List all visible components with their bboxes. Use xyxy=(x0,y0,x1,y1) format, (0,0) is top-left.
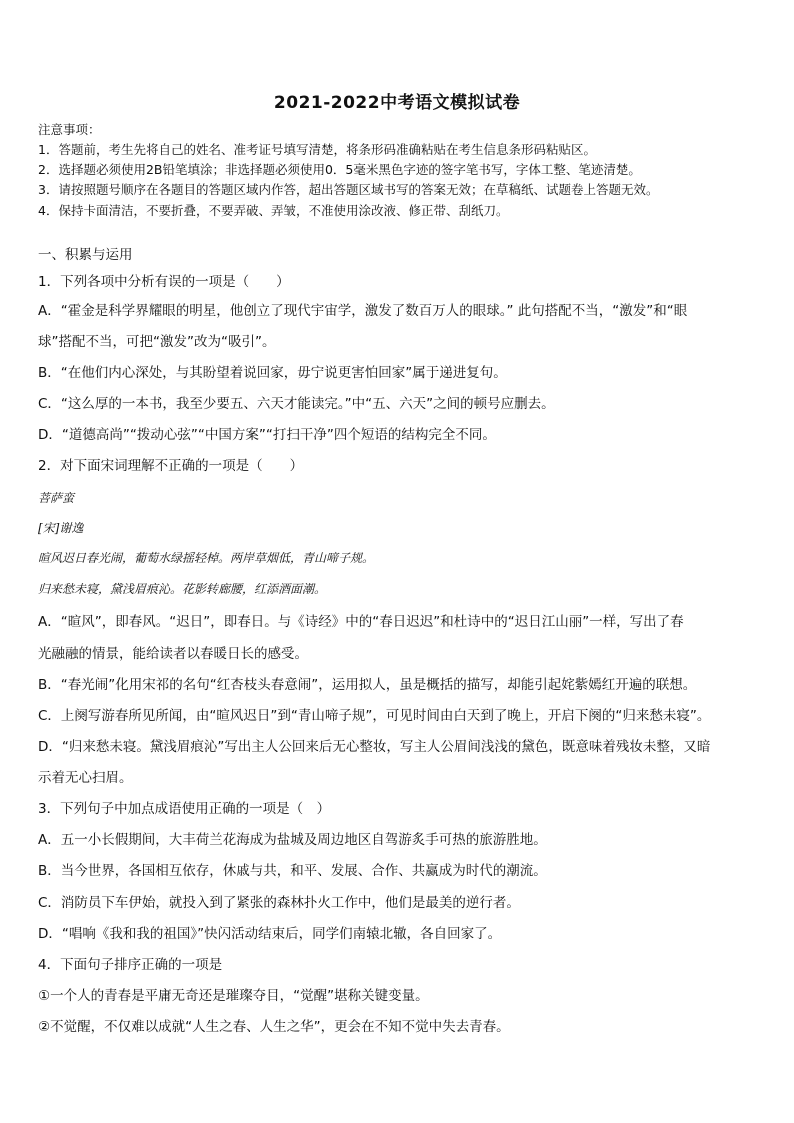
notice-item-1: 1．答题前，考生先将自己的姓名、准考证号填写清楚，将条形码准确粘贴在考生信息条形码粘贴区。 xyxy=(38,142,596,157)
q1-option-b: B．“在他们内心深处，与其盼望着说回家，毋宁说更害怕回家”属于递进复句。 xyxy=(38,365,507,381)
poem-line-1: 暄风迟日春光闹，葡萄水绿摇轻棹。两岸草烟低，青山啼子规。 xyxy=(38,551,375,565)
q4-sentence-2: ②不觉醒，不仅难以成就“人生之春、人生之华”，更会在不知不觉中失去青春。 xyxy=(38,1019,510,1035)
page-title: 2021-2022中考语文模拟试卷 xyxy=(273,93,521,113)
q1-option-c: C．“这么厚的一本书，我至少要五、六天才能读完。”中“五、六天”之间的顿号应删去。 xyxy=(38,396,555,412)
q1-option-a-cont: 球”搭配不当，可把“激发”改为“吸引”。 xyxy=(38,334,276,350)
q3-option-a: A．五一小长假期间，大丰荷兰花海成为盐城及周边地区自驾游炙手可热的旅游胜地。 xyxy=(38,832,547,848)
q3-option-c: C．消防员下车伊始，就投入到了紧张的森林扑火工作中，他们是最美的逆行者。 xyxy=(38,895,520,911)
q2-stem: 2．对下面宋词理解不正确的一项是（ ） xyxy=(38,458,304,474)
q2-option-a: A．“暄风”，即春风。“迟日”，即春日。与《诗经》中的“春日迟迟”和杜诗中的“迟日江山丽”一样，写出了春 xyxy=(38,614,684,630)
poem-title: 菩萨蛮 xyxy=(38,491,75,505)
q3-option-b: B．当今世界，各国相互依存，休戚与共，和平、发展、合作、共赢成为时代的潮流。 xyxy=(38,863,547,879)
q2-option-d: D．“归来愁未寝。黛浅眉痕沁”写出主人公回来后无心整妆，写主人公眉间浅浅的黛色，既意味着残妆未整，又暗 xyxy=(38,739,711,755)
q2-option-a-cont: 光融融的情景，能给读者以春暖日长的感受。 xyxy=(38,646,308,662)
q2-option-b: B．“春光闹”化用宋祁的名句“红杏枝头春意闹”，运用拟人，虽是概括的描写，却能引起姹紫嫣红开遍的联想。 xyxy=(38,677,697,693)
notice-item-3: 3．请按照题号顺序在各题目的答题区域内作答，超出答题区域书写的答案无效；在草稿纸、试题卷上答题无效。 xyxy=(38,182,659,197)
poem-line-2: 归来愁未寝，黛浅眉痕沁。花影转廊腰，红添酒面潮。 xyxy=(38,582,327,596)
q2-option-c: C．上阕写游春所见所闻，由“暄风迟日”到“青山啼子规”，可见时间由白天到了晚上，开启下阕的“归来愁未寝”。 xyxy=(38,708,711,724)
q4-sentence-1: ①一个人的青春是平庸无奇还是璀璨夺目，“觉醒”堪称关键变量。 xyxy=(38,988,429,1004)
notice-heading: 注意事项： xyxy=(38,122,101,137)
q1-option-d: D．“道德高尚”“拨动心弦”“中国方案”“打扫干净”四个短语的结构完全不同。 xyxy=(38,427,496,443)
q1-stem: 1．下列各项中分析有误的一项是（ ） xyxy=(38,274,290,290)
q3-stem: 3．下列句子中加点成语使用正确的一项是（ ） xyxy=(38,801,331,817)
notice-item-4: 4．保持卡面清洁，不要折叠，不要弄破、弄皱，不准使用涂改液、修正带、刮纸刀。 xyxy=(38,203,509,218)
q3-option-d: D．“唱响《我和我的祖国》”快闪活动结束后，同学们南辕北辙，各自回家了。 xyxy=(38,926,502,942)
section-heading: 一、积累与运用 xyxy=(38,247,133,263)
q2-option-d-cont: 示着无心扫眉。 xyxy=(38,770,133,786)
q4-stem: 4．下面句子排序正确的一项是 xyxy=(38,957,223,973)
notice-item-2: 2．选择题必须使用2B铅笔填涂；非选择题必须使用0．5毫米黑色字迹的签字笔书写，字体工整、笔迹清楚。 xyxy=(38,162,641,177)
poem-author: [宋]谢逸 xyxy=(38,521,84,535)
q1-option-a: A．“霍金是科学界耀眼的明星，他创立了现代宇宙学，激发了数百万人的眼球。” 此句搭配不当，“激发”和“眼 xyxy=(38,303,688,319)
